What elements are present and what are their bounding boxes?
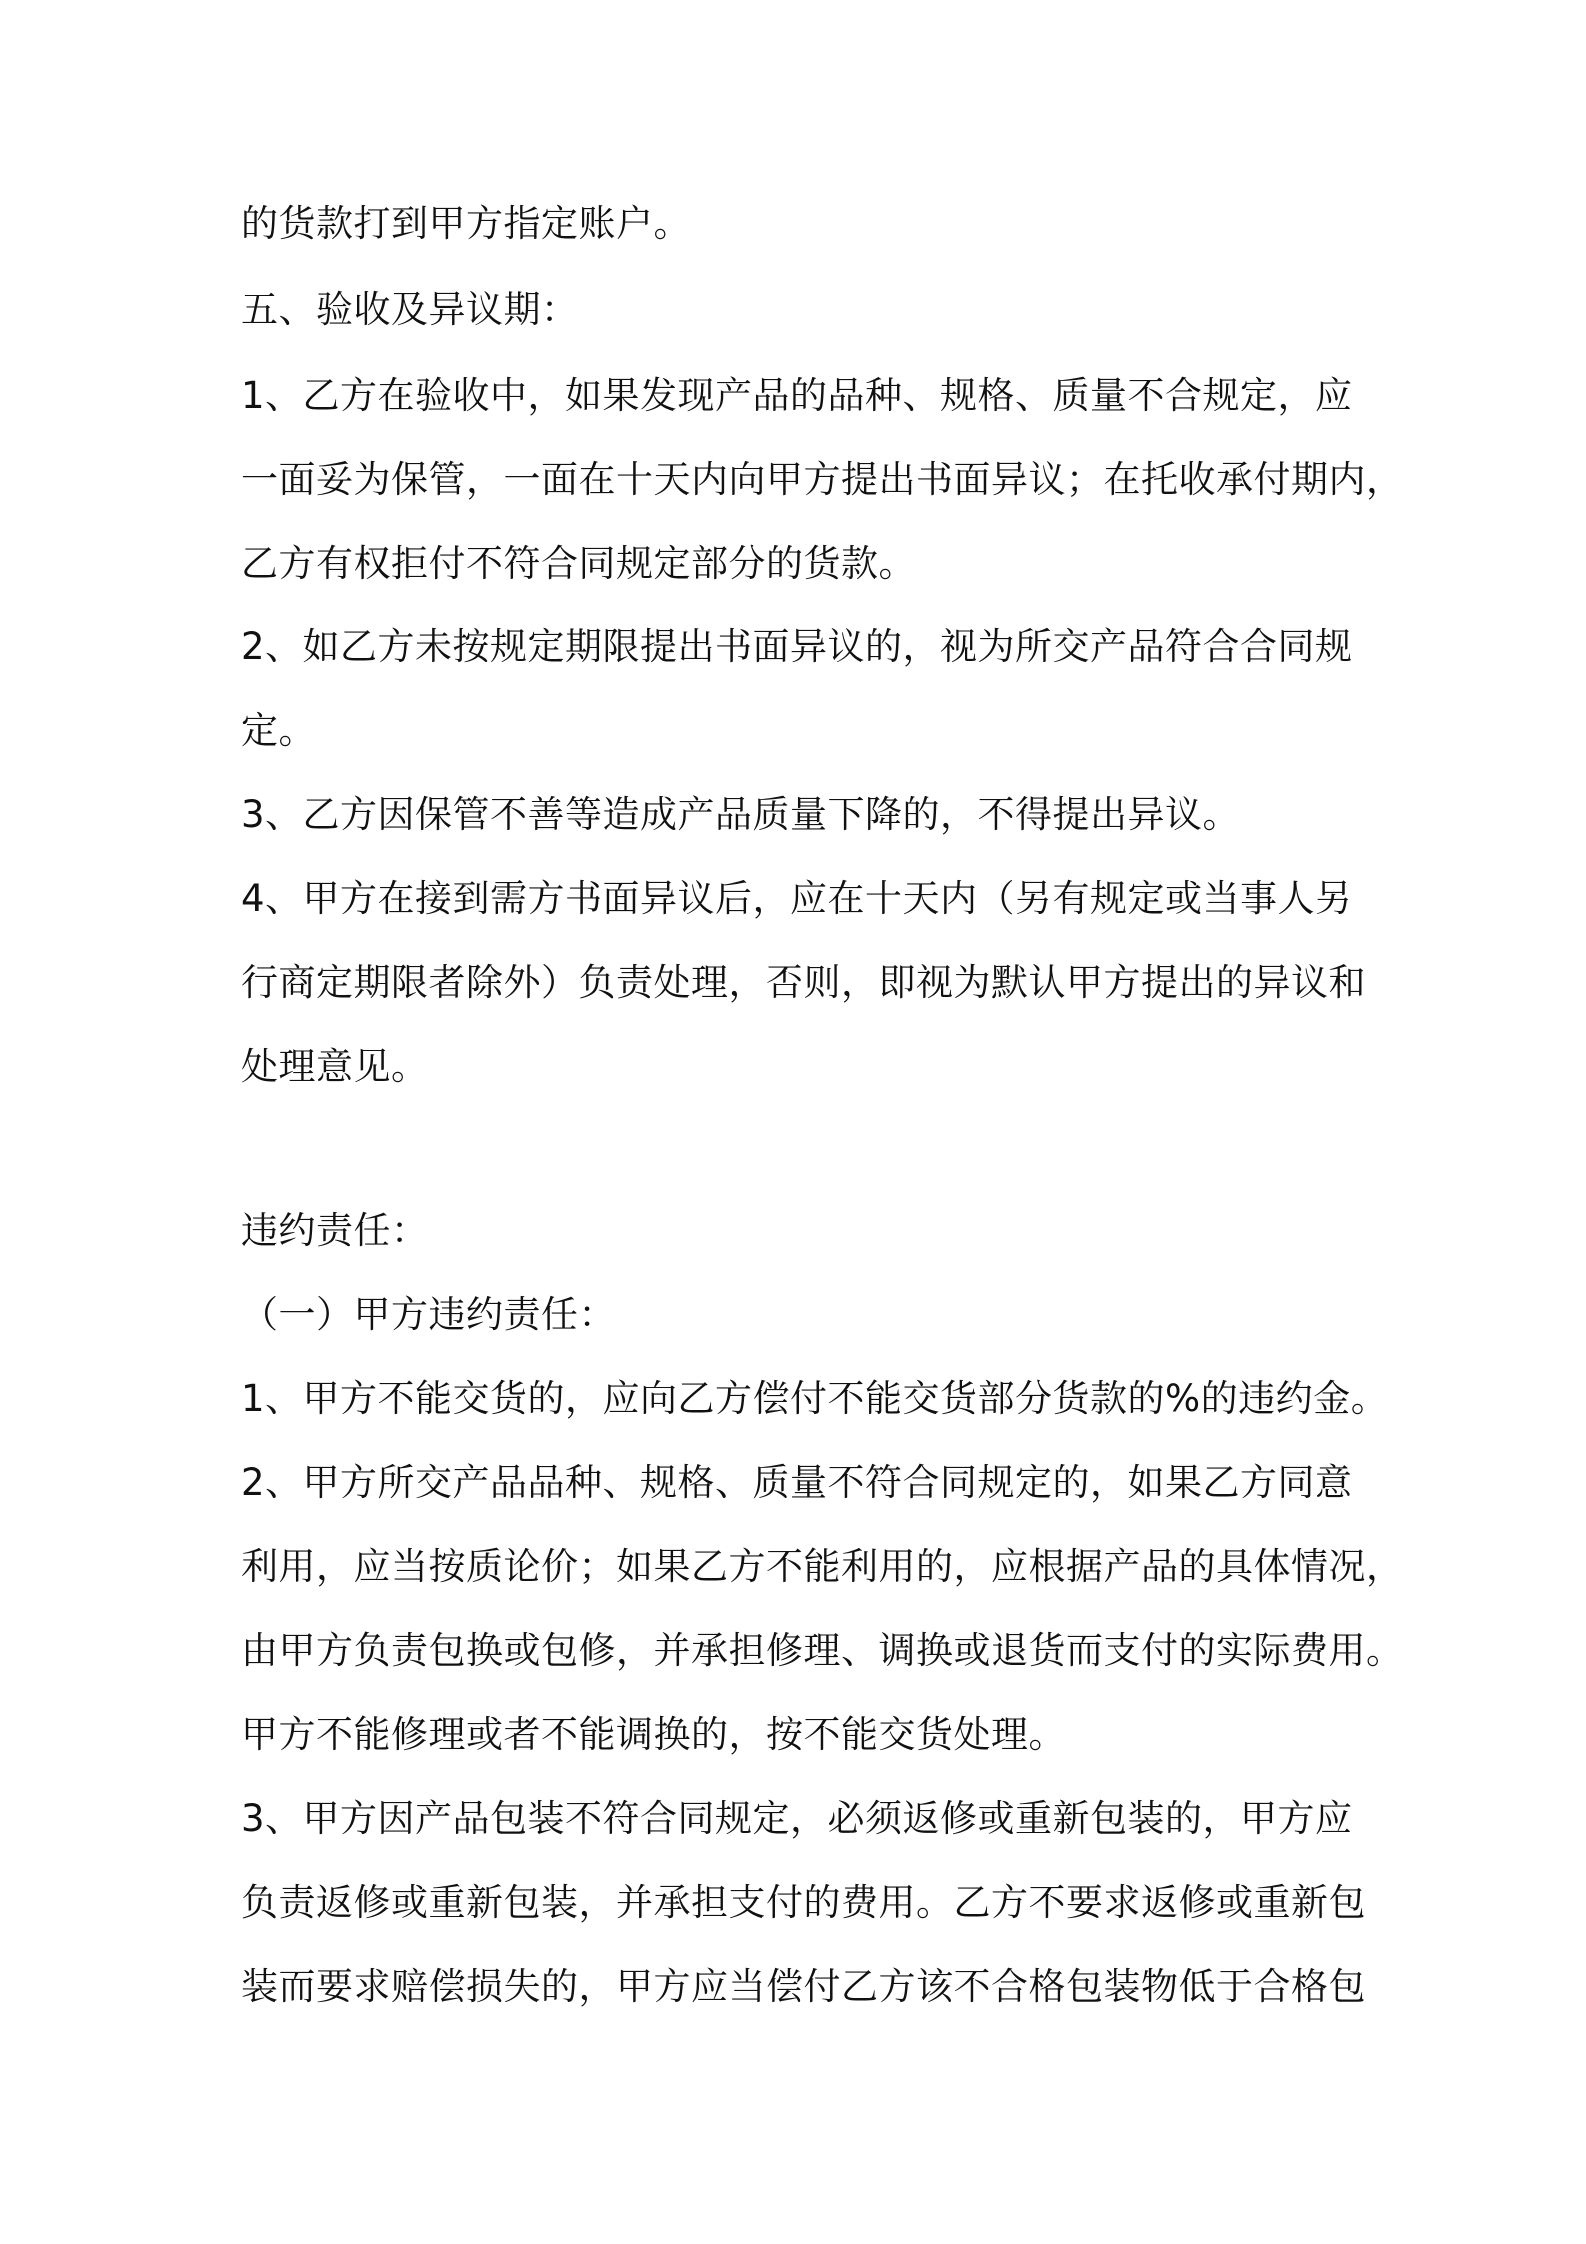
- text-line: 2、如乙方未按规定期限提出书面异议的，视为所交产品符合合同规: [241, 625, 1353, 668]
- subsection-heading: （一）甲方违约责任：: [241, 1293, 616, 1336]
- text-line: 由甲方负责包换或包修，并承担修理、调换或退货而支付的实际费用。: [241, 1629, 1404, 1672]
- text-line: 行商定期限者除外）负责处理，否则，即视为默认甲方提出的异议和: [241, 961, 1366, 1004]
- text-line: 3、甲方因产品包装不符合同规定，必须返修或重新包装的，甲方应: [241, 1797, 1353, 1840]
- text-line: 乙方有权拒付不符合同规定部分的货款。: [241, 542, 916, 585]
- text-line: 2、甲方所交产品品种、规格、质量不符合同规定的，如果乙方同意: [241, 1461, 1353, 1504]
- section-heading: 违约责任：: [241, 1209, 429, 1252]
- section-heading: 五、验收及异议期：: [241, 288, 579, 331]
- text-line: 定。: [241, 709, 316, 752]
- text-line: 1、乙方在验收中，如果发现产品的品种、规格、质量不合规定，应: [241, 374, 1353, 417]
- text-line: 负责返修或重新包装，并承担支付的费用。乙方不要求返修或重新包: [241, 1881, 1366, 1924]
- text-line: 甲方不能修理或者不能调换的，按不能交货处理。: [241, 1713, 1066, 1756]
- text-line: 1、甲方不能交货的，应向乙方偿付不能交货部分货款的%的违约金。: [241, 1377, 1389, 1420]
- text-line: 处理意见。: [241, 1045, 429, 1088]
- text-line: 的货款打到甲方指定账户。: [241, 202, 691, 245]
- text-line: 装而要求赔偿损失的，甲方应当偿付乙方该不合格包装物低于合格包: [241, 1965, 1366, 2008]
- text-line: 利用，应当按质论价；如果乙方不能利用的，应根据产品的具体情况，: [241, 1545, 1404, 1588]
- text-line: 3、乙方因保管不善等造成产品质量下降的，不得提出异议。: [241, 793, 1241, 836]
- text-line: 4、甲方在接到需方书面异议后，应在十天内（另有规定或当事人另: [241, 877, 1353, 920]
- text-line: 一面妥为保管，一面在十天内向甲方提出书面异议；在托收承付期内，: [241, 458, 1404, 501]
